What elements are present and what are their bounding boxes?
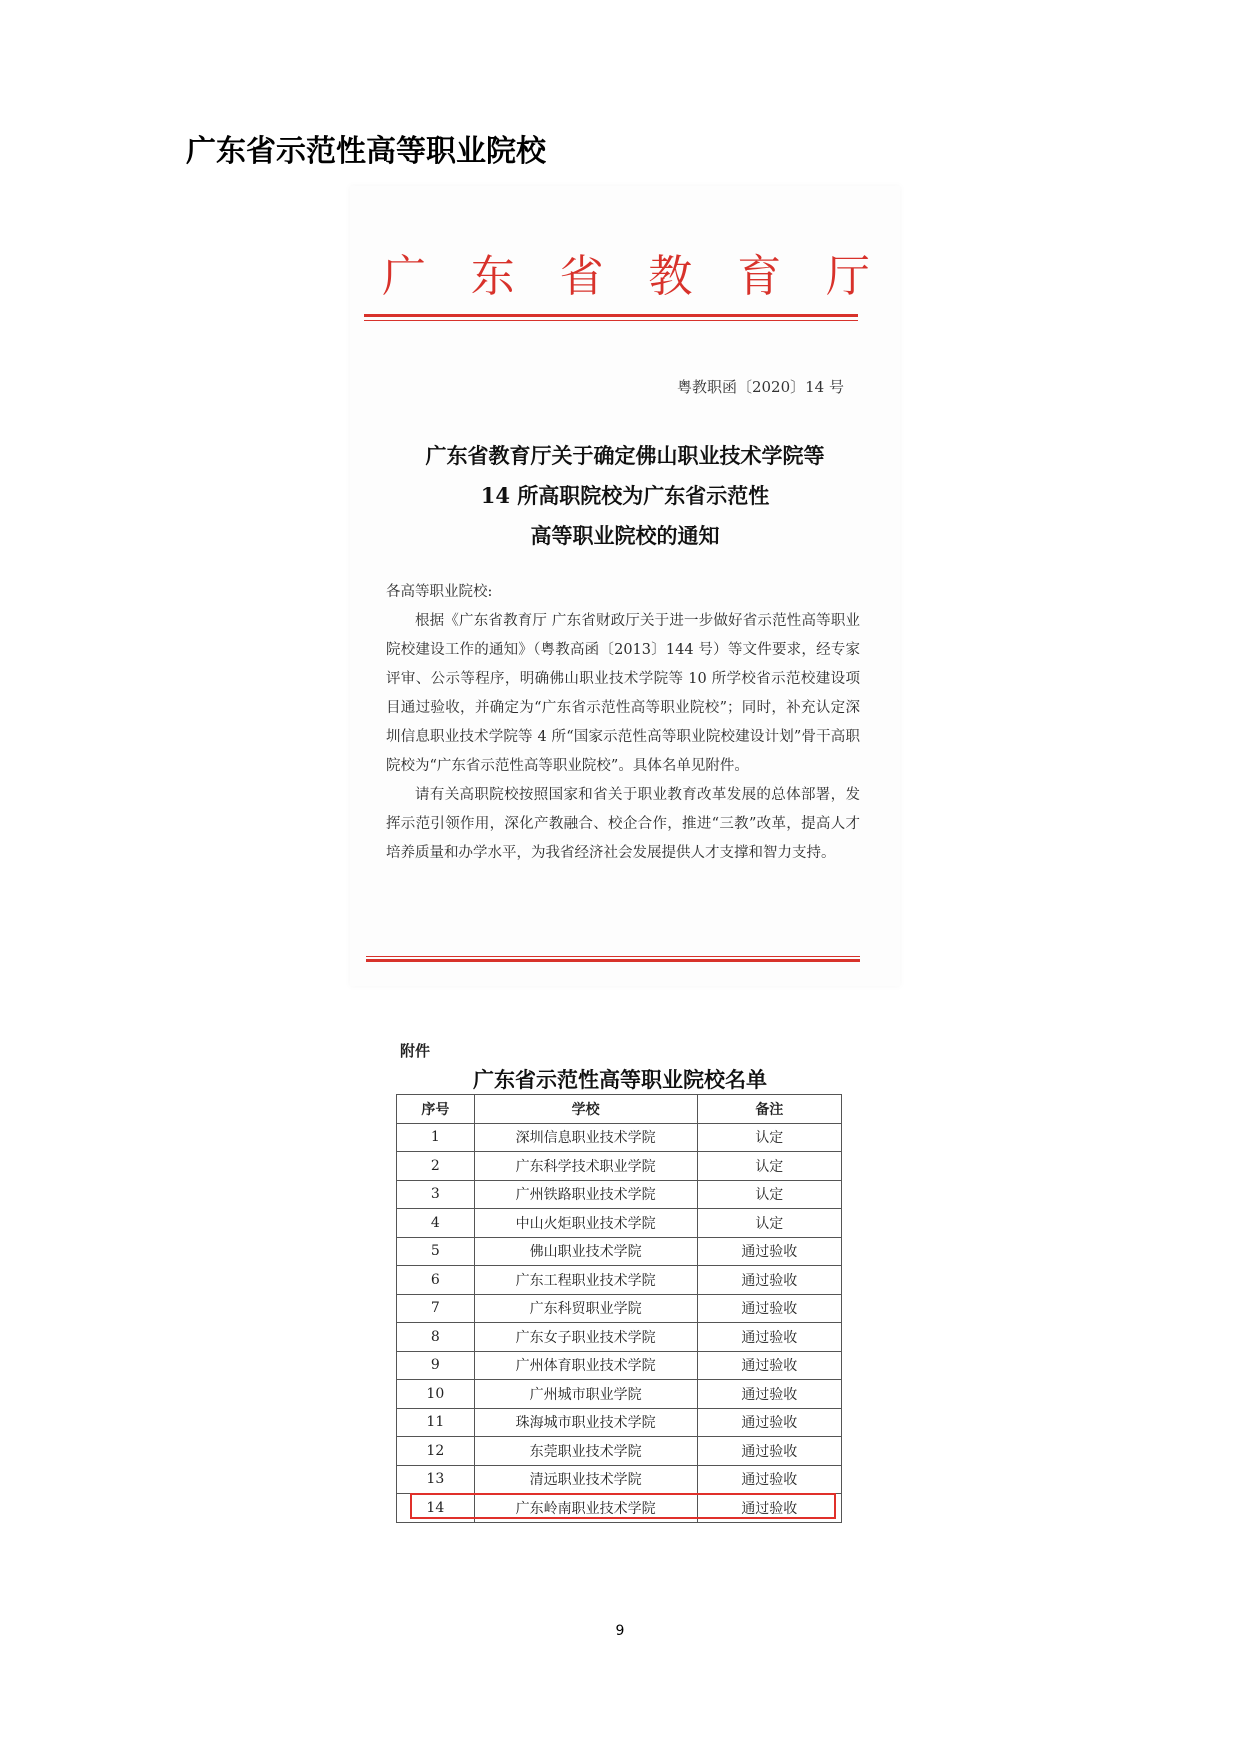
row-remark: 认定 — [697, 1209, 841, 1238]
table-row — [397, 1465, 842, 1494]
title-line: 14 所高职院校为广东省示范性 — [480, 483, 770, 508]
table-row — [397, 1437, 842, 1466]
row-number: 14 — [397, 1494, 475, 1523]
table-row — [397, 1380, 842, 1409]
school-name: 佛山职业技术学院 — [474, 1237, 697, 1266]
row-remark: 通过验收 — [697, 1294, 841, 1323]
letterhead-char: 东 — [470, 251, 515, 302]
row-number: 5 — [397, 1237, 475, 1266]
table-row — [397, 1123, 842, 1152]
row-remark: 认定 — [697, 1123, 841, 1152]
school-list-table — [396, 1094, 842, 1523]
page-number: 9 — [615, 1623, 625, 1639]
row-number: 2 — [397, 1152, 475, 1181]
letterhead-divider — [364, 314, 858, 317]
row-number: 3 — [397, 1180, 475, 1209]
column-header: 学校 — [474, 1095, 697, 1124]
footer-divider — [366, 959, 860, 962]
letterhead-char: 广 — [382, 251, 426, 302]
section-heading: 广东省示范性高等职业院校 — [186, 134, 546, 169]
table-header-row — [397, 1095, 842, 1124]
table-row — [397, 1237, 842, 1266]
letterhead — [378, 252, 874, 302]
letterhead-char: 厅 — [825, 251, 870, 302]
row-number: 6 — [397, 1266, 475, 1295]
school-name: 广东岭南职业技术学院 — [474, 1494, 697, 1523]
column-header: 备注 — [697, 1095, 841, 1124]
row-remark: 通过验收 — [697, 1465, 841, 1494]
column-header: 序号 — [397, 1095, 475, 1124]
attachment-list — [390, 1040, 850, 1530]
row-remark: 通过验收 — [697, 1437, 841, 1466]
table-row — [397, 1323, 842, 1352]
table-row — [397, 1408, 842, 1437]
title-line: 高等职业院校的通知 — [530, 523, 720, 548]
school-name: 珠海城市职业技术学院 — [474, 1408, 697, 1437]
table-row — [397, 1294, 842, 1323]
row-remark: 通过验收 — [697, 1323, 841, 1352]
row-remark: 通过验收 — [697, 1266, 841, 1295]
school-name: 清远职业技术学院 — [474, 1465, 697, 1494]
title-line: 广东省教育厅关于确定佛山职业技术学院等 — [425, 443, 825, 468]
letterhead-char: 教 — [648, 251, 693, 302]
school-name: 广州城市职业学院 — [474, 1380, 697, 1409]
table-body — [397, 1123, 842, 1522]
table-row — [397, 1152, 842, 1181]
table-row — [397, 1180, 842, 1209]
document-number: 粤教职函〔2020〕14 号 — [676, 378, 844, 396]
row-remark: 通过验收 — [697, 1380, 841, 1409]
footer-divider-thin — [366, 956, 860, 957]
row-remark: 通过验收 — [697, 1237, 841, 1266]
table-row — [397, 1351, 842, 1380]
school-name: 东莞职业技术学院 — [474, 1437, 697, 1466]
document-title — [350, 436, 900, 556]
body-paragraph: 根据《广东省教育厅 广东省财政厅关于进一步做好省示范性高等职业院校建设工作的通知》（粤教高函〔2013〕144 号）等文件要求，经专家评审、公示等程序，明确佛山职业技术学院等 10 所学校省示范校建设项目通过验收，并确定为“广东省示范性高等职业院校”；同时，补充认定深圳信息职业技术学院等 4 所“国家示范性高等职业院校建设计划”骨干高职院校为“广东省示范性高等职业院校”。具体名单见附件。 — [386, 613, 860, 774]
row-remark: 通过验收 — [697, 1494, 841, 1523]
row-number: 10 — [397, 1380, 475, 1409]
row-remark: 通过验收 — [697, 1408, 841, 1437]
letterhead-char: 育 — [737, 251, 782, 302]
document-body — [386, 578, 860, 868]
row-number: 1 — [397, 1123, 475, 1152]
letterhead-divider-thin — [364, 320, 858, 321]
row-number: 12 — [397, 1437, 475, 1466]
table-row — [397, 1266, 842, 1295]
row-number: 13 — [397, 1465, 475, 1494]
school-name: 广东科贸职业学院 — [474, 1294, 697, 1323]
row-number: 8 — [397, 1323, 475, 1352]
row-number: 9 — [397, 1351, 475, 1380]
school-name: 深圳信息职业技术学院 — [474, 1123, 697, 1152]
highlight-frame — [410, 1493, 836, 1519]
salutation: 各高等职业院校: — [386, 584, 493, 600]
attachment-title: 广东省示范性高等职业院校名单 — [473, 1067, 767, 1092]
school-name: 广东工程职业技术学院 — [474, 1266, 697, 1295]
body-paragraph: 请有关高职院校按照国家和省关于职业教育改革发展的总体部署，发挥示范引领作用，深化产教融合、校企合作，推进“三教”改革，提高人才培养质量和办学水平，为我省经济社会发展提供人才支撑和智力支持。 — [386, 787, 860, 861]
school-name: 中山火炬职业技术学院 — [474, 1209, 697, 1238]
school-name: 广州铁路职业技术学院 — [474, 1180, 697, 1209]
row-number: 11 — [397, 1408, 475, 1437]
table-row — [397, 1209, 842, 1238]
row-remark: 认定 — [697, 1152, 841, 1181]
row-number: 4 — [397, 1209, 475, 1238]
school-name: 广东女子职业技术学院 — [474, 1323, 697, 1352]
letterhead-char: 省 — [559, 251, 604, 302]
scanned-notice-letter — [350, 186, 900, 986]
school-name: 广州体育职业技术学院 — [474, 1351, 697, 1380]
attachment-label: 附件 — [400, 1042, 431, 1060]
row-number: 7 — [397, 1294, 475, 1323]
row-remark: 通过验收 — [697, 1351, 841, 1380]
row-remark: 认定 — [697, 1180, 841, 1209]
school-name: 广东科学技术职业学院 — [474, 1152, 697, 1181]
